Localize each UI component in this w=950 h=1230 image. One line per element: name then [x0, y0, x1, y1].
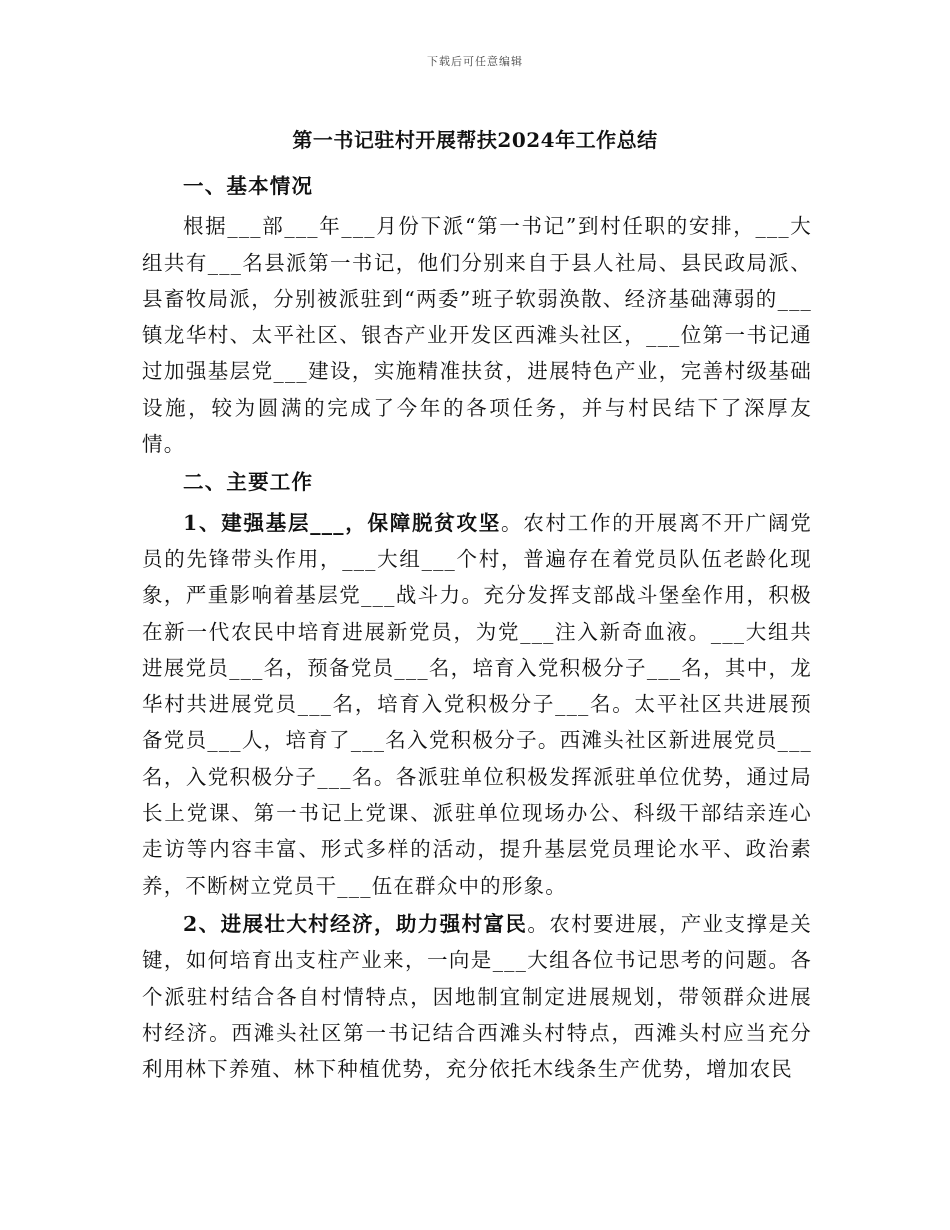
item-2-lead: 2、进展壮大村经济，助力强村富民 [183, 911, 528, 936]
paragraph-item-2 [142, 906, 812, 1087]
item-2-text: 。农村要进展，产业支撑是关键，如何培育出支柱产业来，一向是___大组各位书记思考的问题。各个派驻村结合各自村情特点，因地制宜制定进展规划，带领群众进展村经济。西滩头社区第一书记结合西滩头村特点，西滩头村应当充分利用林下养殖、林下种植优势，充分依托木线条生产优势，增加农民 [142, 911, 812, 1082]
document-body [142, 168, 812, 1089]
section-heading-main-work: 二、主要工作 [183, 470, 314, 495]
paragraph-basic-situation: 根据___部___年___月份下派“第一书记”到村任职的安排，___大组共有___名县派第一书记，他们分别来自于县人社局、县民政局派、县畜牧局派，分别被派驻到“两委”班子软弱涣散、经济基础薄弱的___镇龙华村、太平社区、银杏产业开发区西滩头社区，___位第一书记通过加强基层党___建设，实施精准扶贫，进展特色产业，完善村级基础设施，较为圆满的完成了今年的各项任务，并与村民结下了深厚友情。 [142, 214, 812, 457]
item-1-lead: 1、建强基层___，保障脱贫攻坚 [183, 510, 501, 535]
item-1-text: 。农村工作的开展离不开广阔党员的先锋带头作用，___大组___个村，普遍存在着党员队伍老龄化现象，严重影响着基层党___战斗力。充分发挥支部战斗堡垒作用，积极在新一代农民中培育进展新党员，为党___注入新奇血液。___大组共进展党员___名，预备党员___名，培育入党积极分子___名，其中，龙华村共进展党员___名，培育入党积极分子___名。太平社区共进展预备党员___人，培育了___名入党积极分子。西滩头社区新进展党员___名，入党积极分子___名。各派驻单位积极发挥派驻单位优势，通过局长上党课、第一书记上党课、派驻单位现场办公、科级干部结亲连心走访等内容丰富、形式多样的活动，提升基层党员理论水平、政治素养，不断树立党员干___伍在群众中的形象。 [142, 510, 812, 898]
section-heading-basic-situation: 一、基本情况 [183, 174, 314, 198]
document-title: 第一书记驻村开展帮扶2024年工作总结 [292, 128, 658, 152]
paragraph-item-1 [142, 505, 812, 904]
header-note: 下载后可任意编辑 [427, 55, 523, 68]
